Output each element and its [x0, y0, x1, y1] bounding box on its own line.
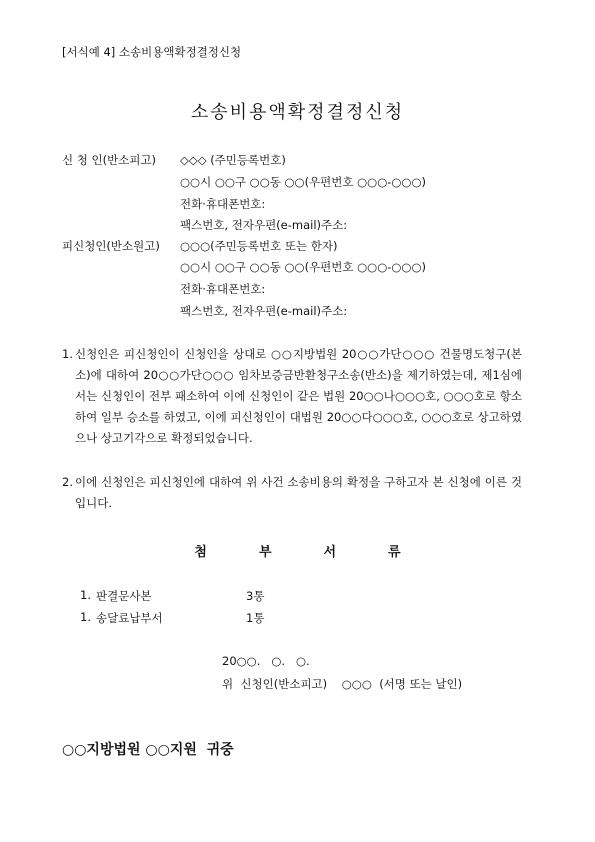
respondent-phone: 전화·휴대폰번호: — [180, 282, 266, 296]
respondent-address: ○○시 ○○구 ○○동 ○○(우편번호 ○○○-○○○) — [180, 260, 426, 274]
paragraph-1 — [62, 344, 522, 449]
applicant-phone: 전화·휴대폰번호: — [180, 197, 266, 211]
document-title: 소송비용액확정결정신청 — [190, 102, 405, 123]
attachments-heading-char: 서 — [323, 545, 337, 560]
paragraph-number: 1. — [62, 347, 73, 361]
paragraph-number: 2. — [62, 475, 73, 489]
respondent-label: 피신청인(반소원고) — [62, 239, 160, 253]
applicant-name: ◇◇◇ (주민등록번호) — [180, 153, 286, 167]
attachments-heading-char: 부 — [258, 545, 272, 560]
respondent-name: ○○○(주민등록번호 또는 한자) — [180, 239, 338, 253]
attachment-item-number: 1. — [80, 588, 91, 602]
attachment-item-name: 판결문사본 — [96, 589, 152, 603]
applicant-label: 신 청 인(반소피고) — [62, 153, 157, 167]
attachments-heading-char: 첨 — [194, 545, 207, 560]
respondent-fax-email: 팩스번호, 전자우편(e-mail)주소: — [180, 304, 348, 318]
date-line: 20○○. ○. ○. — [222, 654, 310, 668]
attachment-item-count: 3통 — [246, 589, 265, 603]
attachment-item-name: 송달료납부서 — [96, 611, 163, 625]
applicant-fax-email: 팩스번호, 전자우편(e-mail)주소: — [180, 218, 348, 232]
attachment-item-count: 1통 — [246, 611, 265, 625]
applicant-address: ○○시 ○○구 ○○동 ○○(우편번호 ○○○-○○○) — [180, 175, 426, 189]
form-label: [서식예 4] 소송비용액확정결정신청 — [62, 45, 242, 59]
court-addressee: ○○지방법원 ○○지원 귀중 — [62, 742, 234, 758]
paragraph-text: 이에 신청인은 피신청인에 대하여 위 사건 소송비용의 확정을 구하고자 본 신청에 이른 것입니다. — [75, 475, 522, 510]
attachments-heading-char: 류 — [388, 545, 401, 560]
paragraph-text: 신청인은 피신청인이 신청인을 상대로 ○○지방법원 20○○가단○○○ 건물명도청구(본소)에 대하여 20○○가단○○○ 임차보증금반환청구소송(반소)을 제기하였는데, 제1심에서는 신청인이 전부 패소하여 이에 신청인이 같은 법원 20○○나○○○호, ○○○호로 항소하여 일부 승소를 하였고, 이에 피신청인이 대법원 20○○다○○○호, ○○○호로 상고하였으나 상고기각으로 확정되었습니다. — [75, 347, 522, 445]
attachment-item-number: 1. — [80, 610, 91, 624]
signature-line: 위 신청인(반소피고) ○○○ (서명 또는 날인) — [222, 677, 463, 691]
paragraph-2 — [62, 472, 522, 514]
attachments-heading — [0, 541, 595, 560]
